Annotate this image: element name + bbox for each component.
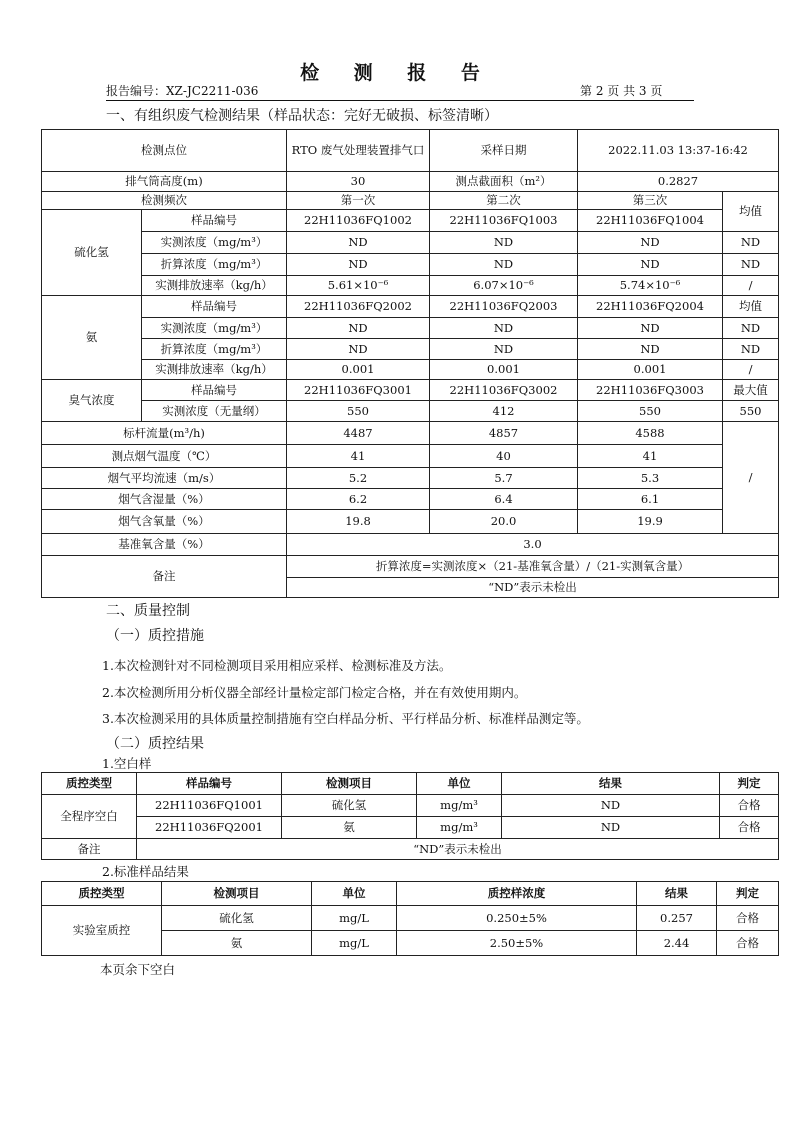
std-header: 质控类型 <box>42 882 162 906</box>
std-sample-title: 2.标准样品结果 <box>102 864 189 879</box>
speed-value: 5.2 <box>287 468 430 489</box>
area-value: 0.2827 <box>578 172 779 192</box>
std-header: 质控样浓度 <box>397 882 637 906</box>
temp-value: 41 <box>287 445 430 468</box>
nh3-conv: ND <box>430 339 578 360</box>
h2s-rate: 6.07×10⁻⁶ <box>430 276 578 296</box>
nh3-conc-label: 实测浓度（mg/m³） <box>142 318 287 339</box>
qc-results-title: （二）质控结果 <box>106 736 204 752</box>
speed-label: 烟气平均流速（m/s） <box>42 468 287 489</box>
oxy-value: 19.8 <box>287 510 430 534</box>
odor-max-label: 最大值 <box>723 380 779 401</box>
flue-slash: / <box>723 422 779 534</box>
point-value: RTO 废气处理装置排气口 <box>287 130 430 172</box>
nh3-conc: ND <box>430 318 578 339</box>
std-sample-table <box>41 881 779 956</box>
h2s-sample: 22H11036FQ1004 <box>578 210 723 232</box>
page-number: 第 2 页 共 3 页 <box>580 84 663 98</box>
blank-cell: 22H11036FQ1001 <box>137 795 282 817</box>
nh3-name: 氨 <box>42 296 142 380</box>
h2s-conv: ND <box>430 254 578 276</box>
odor-conc: 550 <box>287 401 430 422</box>
blank-header: 判定 <box>720 773 779 795</box>
std-cell: 硫化氢 <box>162 906 312 931</box>
h2s-conv-avg: ND <box>723 254 779 276</box>
oxy-value: 20.0 <box>430 510 578 534</box>
qc-measure-item: 1.本次检测针对不同检测项目采用相应采样、检测标准及方法。 <box>102 658 452 673</box>
std-type: 实验室质控 <box>42 906 162 956</box>
run-2: 第二次 <box>430 192 578 210</box>
qc-measure-item: 3.本次检测采用的具体质量控制措施有空白样品分析、平行样品分析、标准样品测定等。 <box>102 711 589 726</box>
blank-header: 质控类型 <box>42 773 137 795</box>
blank-cell: 22H11036FQ2001 <box>137 817 282 839</box>
flow-value: 4588 <box>578 422 723 445</box>
nh3-rate: 0.001 <box>287 360 430 380</box>
nh3-sample-label: 样品编号 <box>142 296 287 318</box>
blank-cell: mg/m³ <box>417 817 502 839</box>
point-label: 检测点位 <box>42 130 287 172</box>
nh3-conv-label: 折算浓度（mg/m³） <box>142 339 287 360</box>
h2s-conv-label: 折算浓度（mg/m³） <box>142 254 287 276</box>
odor-conc-label: 实测浓度（无量纲） <box>142 401 287 422</box>
blank-type: 全程序空白 <box>42 795 137 839</box>
h2s-conv: ND <box>578 254 723 276</box>
height-value: 30 <box>287 172 430 192</box>
oxy-label: 烟气含氧量（%） <box>42 510 287 534</box>
std-header: 结果 <box>637 882 717 906</box>
blank-note: “ND”表示未检出 <box>137 839 779 860</box>
h2s-conc: ND <box>287 232 430 254</box>
moist-value: 6.4 <box>430 489 578 510</box>
blank-header: 结果 <box>502 773 720 795</box>
blank-cell: ND <box>502 795 720 817</box>
report-number: 报告编号：XZ-JC2211-036 <box>106 84 259 98</box>
nh3-rate-label: 实测排放速率（kg/h） <box>142 360 287 380</box>
report-title: 检 测 报 告 <box>300 62 494 84</box>
odor-conc: 412 <box>430 401 578 422</box>
flow-label: 标杆流量(m³/h) <box>42 422 287 445</box>
section2-title: 二、质量控制 <box>106 603 190 619</box>
flow-value: 4857 <box>430 422 578 445</box>
blank-sample-table <box>41 772 779 860</box>
std-header: 判定 <box>717 882 779 906</box>
blank-cell: 合格 <box>720 817 779 839</box>
std-cell: 合格 <box>717 931 779 956</box>
moist-value: 6.1 <box>578 489 723 510</box>
std-cell: 氨 <box>162 931 312 956</box>
h2s-conc-label: 实测浓度（mg/m³） <box>142 232 287 254</box>
blank-cell: 硫化氢 <box>282 795 417 817</box>
page-end-note: 本页余下空白 <box>100 962 176 977</box>
avg-label: 均值 <box>723 192 779 232</box>
blank-cell: ND <box>502 817 720 839</box>
nh3-sample: 22H11036FQ2004 <box>578 296 723 318</box>
h2s-name: 硫化氢 <box>42 210 142 296</box>
nh3-rate: 0.001 <box>578 360 723 380</box>
odor-name: 臭气浓度 <box>42 380 142 422</box>
std-cell: 0.250±5% <box>397 906 637 931</box>
note-label: 备注 <box>42 556 287 598</box>
h2s-sample: 22H11036FQ1002 <box>287 210 430 232</box>
nh3-rate-avg: / <box>723 360 779 380</box>
std-cell: 2.50±5% <box>397 931 637 956</box>
odor-sample: 22H11036FQ3003 <box>578 380 723 401</box>
odor-sample-label: 样品编号 <box>142 380 287 401</box>
std-header: 检测项目 <box>162 882 312 906</box>
run-1: 第一次 <box>287 192 430 210</box>
note-nd: “ND”表示未检出 <box>287 578 779 598</box>
note-formula: 折算浓度=实测浓度×（21-基准氧含量）/（21-实测氧含量） <box>287 556 779 578</box>
freq-label: 检测频次 <box>42 192 287 210</box>
nh3-avg-label: 均值 <box>723 296 779 318</box>
area-label: 测点截面积（m²） <box>430 172 578 192</box>
std-cell: 0.257 <box>637 906 717 931</box>
nh3-conc-avg: ND <box>723 318 779 339</box>
nh3-conc: ND <box>287 318 430 339</box>
std-cell: mg/L <box>312 931 397 956</box>
temp-value: 41 <box>578 445 723 468</box>
exhaust-results-table <box>41 129 779 598</box>
odor-conc: 550 <box>578 401 723 422</box>
h2s-conc: ND <box>578 232 723 254</box>
std-cell: mg/L <box>312 906 397 931</box>
speed-value: 5.3 <box>578 468 723 489</box>
h2s-sample-label: 样品编号 <box>142 210 287 232</box>
blank-header: 检测项目 <box>282 773 417 795</box>
h2s-rate: 5.61×10⁻⁶ <box>287 276 430 296</box>
nh3-conv: ND <box>287 339 430 360</box>
std-cell: 合格 <box>717 906 779 931</box>
base-oxy-value: 3.0 <box>287 534 779 556</box>
blank-cell: 合格 <box>720 795 779 817</box>
flow-value: 4487 <box>287 422 430 445</box>
run-3: 第三次 <box>578 192 723 210</box>
header-divider <box>106 100 694 101</box>
h2s-conc-avg: ND <box>723 232 779 254</box>
date-label: 采样日期 <box>430 130 578 172</box>
nh3-conv: ND <box>578 339 723 360</box>
speed-value: 5.7 <box>430 468 578 489</box>
qc-measure-item: 2.本次检测所用分析仪器全部经计量检定部门检定合格，并在有效使用期内。 <box>102 685 527 700</box>
qc-measures-title: （一）质控措施 <box>106 628 204 644</box>
temp-label: 测点烟气温度（℃） <box>42 445 287 468</box>
base-oxy-label: 基准氧含量（%） <box>42 534 287 556</box>
nh3-conc: ND <box>578 318 723 339</box>
blank-header: 单位 <box>417 773 502 795</box>
h2s-conc: ND <box>430 232 578 254</box>
blank-cell: mg/m³ <box>417 795 502 817</box>
h2s-rate-avg: / <box>723 276 779 296</box>
moist-label: 烟气含湿量（%） <box>42 489 287 510</box>
nh3-sample: 22H11036FQ2002 <box>287 296 430 318</box>
h2s-sample: 22H11036FQ1003 <box>430 210 578 232</box>
date-value: 2022.11.03 13:37-16:42 <box>578 130 779 172</box>
odor-conc-max: 550 <box>723 401 779 422</box>
temp-value: 40 <box>430 445 578 468</box>
nh3-sample: 22H11036FQ2003 <box>430 296 578 318</box>
height-label: 排气筒高度(m) <box>42 172 287 192</box>
odor-sample: 22H11036FQ3001 <box>287 380 430 401</box>
std-cell: 2.44 <box>637 931 717 956</box>
blank-sample-title: 1.空白样 <box>102 756 152 771</box>
odor-sample: 22H11036FQ3002 <box>430 380 578 401</box>
nh3-conv-avg: ND <box>723 339 779 360</box>
std-header: 单位 <box>312 882 397 906</box>
section1-title: 一、有组织废气检测结果（样品状态：完好无破损、标签清晰） <box>106 108 498 124</box>
h2s-rate-label: 实测排放速率（kg/h） <box>142 276 287 296</box>
nh3-rate: 0.001 <box>430 360 578 380</box>
blank-header: 样品编号 <box>137 773 282 795</box>
moist-value: 6.2 <box>287 489 430 510</box>
blank-cell: 氨 <box>282 817 417 839</box>
h2s-rate: 5.74×10⁻⁶ <box>578 276 723 296</box>
blank-note-label: 备注 <box>42 839 137 860</box>
h2s-conv: ND <box>287 254 430 276</box>
oxy-value: 19.9 <box>578 510 723 534</box>
